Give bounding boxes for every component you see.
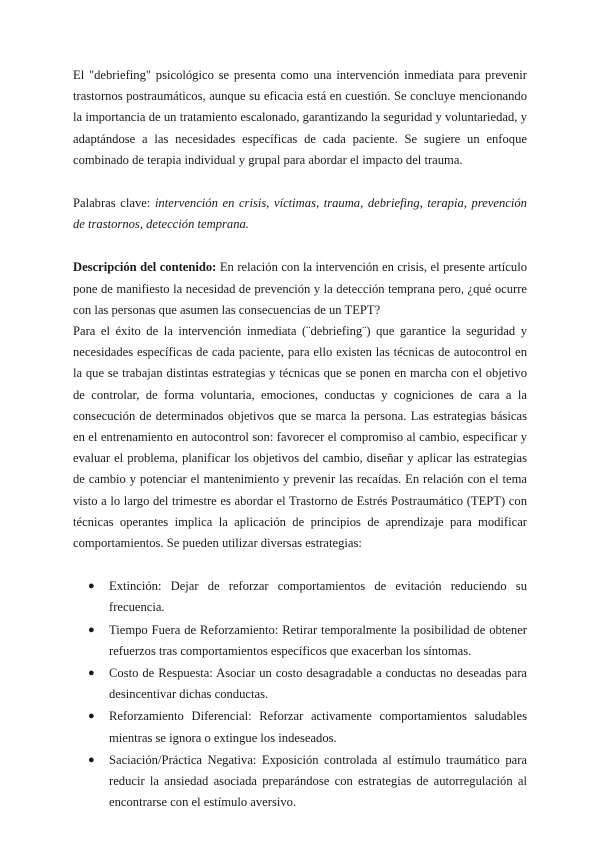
list-item bbox=[73, 620, 527, 662]
description-text: En relación con la intervención en crisis, el presente artículo pone de manifiesto la necesidad de prevención y la detección temprana pero, ¿qué ocurre con las personas que asumen las consecuencias de un TEPT? bbox=[73, 260, 527, 317]
strategies-list bbox=[73, 576, 527, 813]
keywords-label: Palabras clave: bbox=[73, 196, 151, 211]
bullet-icon: ● bbox=[88, 623, 95, 636]
keywords-paragraph bbox=[73, 193, 527, 235]
bullet-icon: ● bbox=[88, 667, 95, 680]
list-item-text: Reforzamiento Diferencial: Reforzar activamente comportamientos saludables mientras se ignora o extingue los indeseados. bbox=[109, 709, 527, 745]
description-label: Descripción del contenido: bbox=[73, 260, 217, 275]
bullet-icon: ● bbox=[88, 753, 95, 766]
list-item-text: Costo de Respuesta: Asociar un costo desagradable a conductas no deseadas para desincentivar dichas conductas. bbox=[109, 666, 527, 702]
list-item bbox=[73, 663, 527, 705]
body-paragraph: Para el éxito de la intervención inmediata (¨debriefing¨) que garantice la seguridad y necesidades específicas de cada paciente, para ello existen las técnicas de autocontrol en la que se trabajan distintas estrategias y técnicas que se ponen en marcha con el objetivo de controlar, de forma voluntaria, emociones, conductas y cogniciones de cara a la consecución de determinados objetivos que se marca la persona. Las estrategias básicas en el entrenamiento en autocontrol son: favorecer el compromiso al cambio, especificar y evaluar el problema, planificar los objetivos del cambio, diseñar y aplicar las estrategias de cambio y potenciar el mantenimiento y prevenir las recaídas. En relación con el tema visto a lo largo del trimestre es abordar el Trastorno de Estrés Postraumático (TEPT) con técnicas operantes implica la aplicación de principios de aprendizaje para modificar comportamientos. Se pueden utilizar diversas estrategias: bbox=[73, 324, 527, 551]
keywords-list: intervención en crisis, víctimas, trauma, debriefing, terapia, prevención de trastornos, detección temprana. bbox=[73, 196, 527, 232]
abstract-paragraph: El "debriefing" psicológico se presenta como una intervención inmediata para prevenir trastornos postraumáticos, aunque su eficacia está en cuestión. Se concluye mencionando la importancia de un tratamiento escalonado, garantizando la seguridad y voluntariedad, y adaptándose a las necesidades específicas de cada paciente. Se sugiere un enfoque combinado de terapia individual y grupal para abordar el impacto del trauma. bbox=[73, 68, 527, 167]
list-item bbox=[73, 750, 527, 814]
list-item-text: Saciación/Práctica Negativa: Exposición controlada al estímulo traumático para reducir la ansiedad asociada preparándose con estrategias de autorregulación al encontrarse con el estímulo aversivo. bbox=[109, 752, 527, 810]
bullet-icon: ● bbox=[88, 710, 95, 723]
document-body bbox=[73, 65, 527, 815]
list-item-text: Tiempo Fuera de Reforzamiento: Retirar temporalmente la posibilidad de obtener refuerzos tras comportamientos específicos que exacerban los síntomas. bbox=[109, 622, 527, 658]
description-paragraph bbox=[73, 257, 527, 321]
bullet-icon: ● bbox=[88, 580, 95, 593]
list-item-text: Extinción: Dejar de reforzar comportamientos de evitación reduciendo su frecuencia. bbox=[109, 579, 527, 615]
list-item bbox=[73, 706, 527, 748]
list-item bbox=[73, 576, 527, 618]
